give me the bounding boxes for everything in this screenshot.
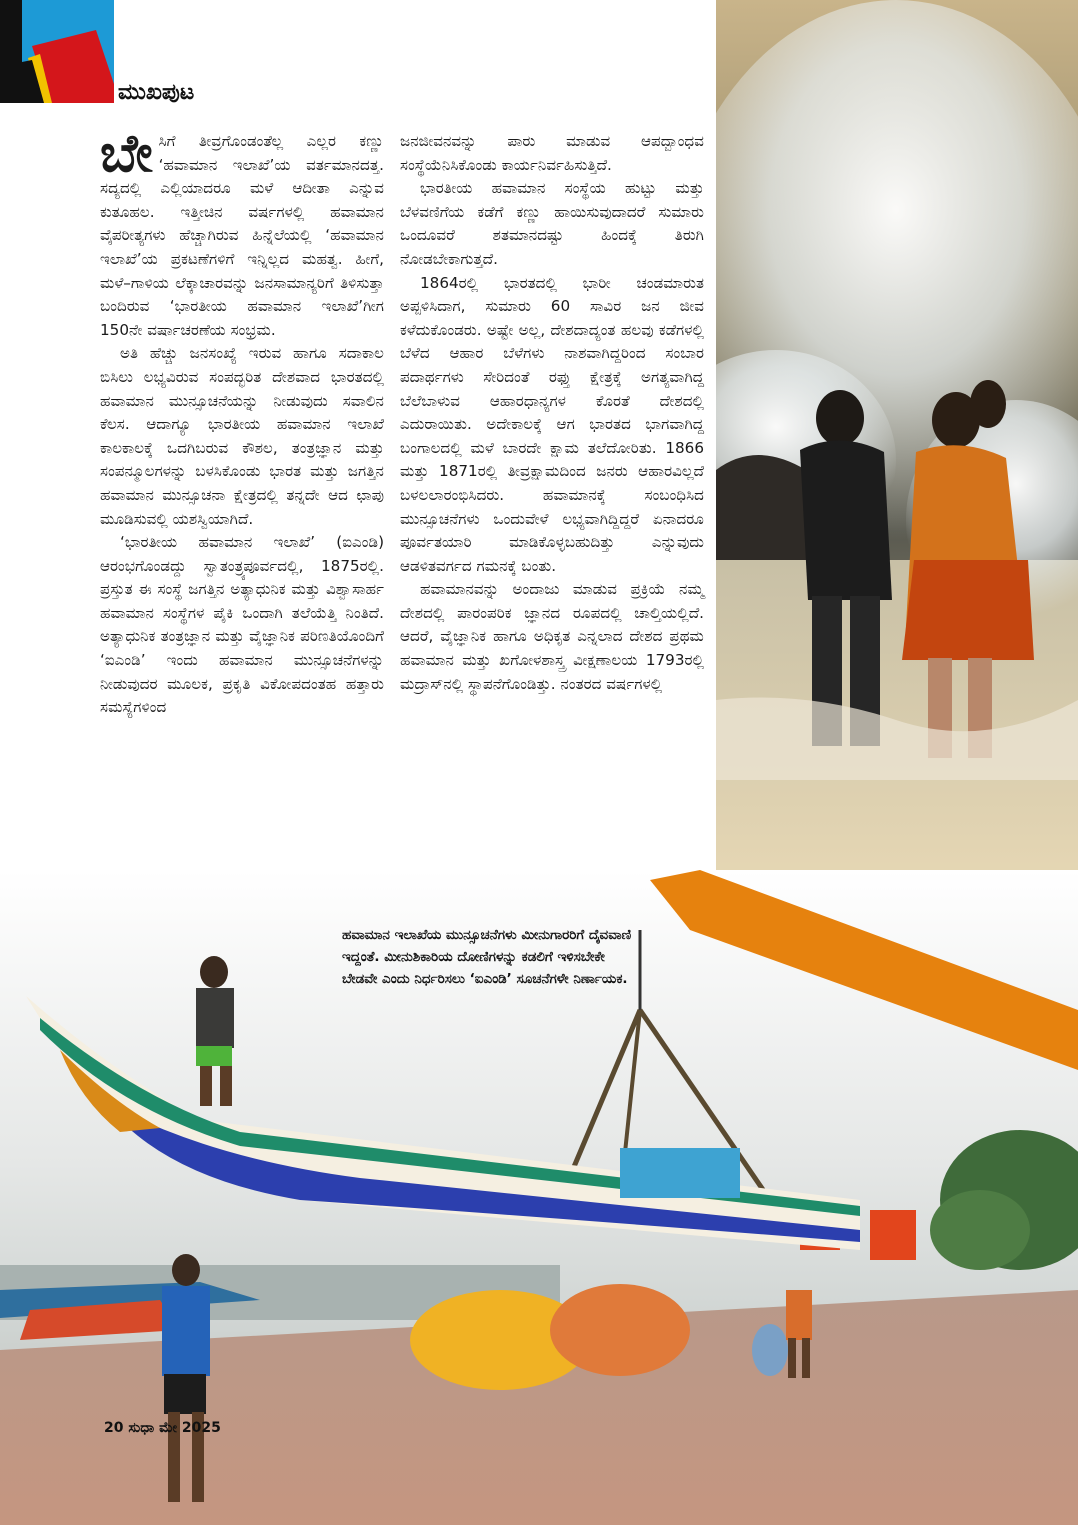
article-paragraph: ಹವಾಮಾನವನ್ನು ಅಂದಾಜು ಮಾಡುವ ಪ್ರಕ್ರಿಯೆ ನಮ್ಮ ದೇಶದಲ್ಲಿ ಪಾರಂಪರಿಕ ಜ್ಞಾನದ ರೂಪದಲ್ಲಿ ಚಾಲ್ತಿಯಲ್ಲಿದೆ. ಆದರೆ, ವೈಜ್ಞಾನಿಕ ಹಾಗೂ ಅಧಿಕೃತ ಎನ್ನಲಾದ ದೇಶದ ಪ್ರಥಮ ಹವಾಮಾನ ಮತ್ತು ಖಗೋಳಶಾಸ್ತ್ರ ವೀಕ್ಷಣಾಲಯ 1793ರಲ್ಲಿ ಮದ್ರಾಸ್‌ನಲ್ಲಿ ಸ್ಥಾಪನೆಗೊಂಡಿತ್ತು. ನಂತರದ ವರ್ಷಗಳಲ್ಲಿ bbox=[400, 580, 704, 693]
article-paragraph: 1864ರಲ್ಲಿ ಭಾರತದಲ್ಲಿ ಭಾರೀ ಚಂಡಮಾರುತ ಅಪ್ಪಳಿಸಿದಾಗ, ಸುಮಾರು 60 ಸಾವಿರ ಜನ ಜೀವ ಕಳೆದುಕೊಂಡರು. ಅಷ್ಟೇ ಅಲ್ಲ, ದೇಶದಾದ್ಯಂತ ಹಲವು ಕಡೆಗಳಲ್ಲಿ ಬೆಳೆದ ಆಹಾರ ಬೆಳೆಗಳು ನಾಶವಾಗಿದ್ದರಿಂದ ಸಂಬಾರ ಪದಾರ್ಥಗಳು ಸೇರಿದಂತೆ ರಫ್ತು ಕ್ಷೇತ್ರಕ್ಕೆ ಅಗತ್ಯವಾಗಿದ್ದ ಬೆಲೆಬಾಳುವ ಆಹಾರಧಾನ್ಯಗಳ ಕೊರತೆ ದೇಶದಲ್ಲಿ ಎದುರಾಯಿತು. ಅದೇಕಾಲಕ್ಕೆ ಆಗ ಭಾರತದ ಭಾಗವಾಗಿದ್ದ ಬಂಗಾಲದಲ್ಲಿ ಮಳೆ ಬಾರದೇ ಕ್ಷಾಮ ತಲೆದೋರಿತು. 1866 ಮತ್ತು 1871ರಲ್ಲಿ ತೀವ್ರಕ್ಷಾಮದಿಂದ ಜನರು ಆಹಾರವಿಲ್ಲದೆ ಬಳಲಲಾರಂಭಿಸಿದರು. ಹವಾಮಾನಕ್ಕೆ ಸಂಬಂಧಿಸಿದ ಮುನ್ಸೂಚನೆಗಳು ಒಂದುವೇಳೆ ಲಭ್ಯವಾಗಿದ್ದಿದ್ದರೆ ಏನಾದರೂ ಪೂರ್ವತಯಾರಿ ಮಾಡಿಕೊಳ್ಳಬಹುದಿತ್ತು ಎನ್ನುವುದು ಆಡಳಿತವರ್ಗದ ಗಮನಕ್ಕೆ ಬಂತು. bbox=[400, 273, 704, 575]
publication-name: ಸುಧಾ bbox=[128, 1420, 155, 1436]
article-left-column bbox=[100, 124, 384, 720]
issue-date: ಮೇ 2025 bbox=[159, 1420, 221, 1436]
article-paragraph: ಬೇಸಿಗೆ ತೀವ್ರಗೊಂಡಂತೆಲ್ಲ ಎಲ್ಲರ ಕಣ್ಣು ‘ಹವಾಮಾನ ಇಲಾಖೆ’ಯ ವರ್ತಮಾನದತ್ತ. ಸದ್ಯದಲ್ಲಿ ಎಲ್ಲಿಯಾದರೂ ಮಳೆ ಆದೀತಾ ಎನ್ನುವ ಕುತೂಹಲ. ಇತ್ತೀಚಿನ ವರ್ಷಗಳಲ್ಲಿ ಹವಾಮಾನ ವೈಪರೀತ್ಯಗಳು ಹೆಚ್ಚಾಗಿರುವ ಹಿನ್ನೆಲೆಯಲ್ಲಿ ‘ಹವಾಮಾನ ಇಲಾಖೆ’ಯ ಪ್ರಕಟಣೆಗಳಿಗೆ ಇನ್ನಿಲ್ಲದ ಮಹತ್ವ. ಹೀಗೆ, ಮಳೆ–ಗಾಳಿಯ ಲೆಕ್ಕಾಚಾರವನ್ನು ಜನಸಾಮಾನ್ಯರಿಗೆ ತಿಳಿಸುತ್ತಾ ಬಂದಿರುವ ‘ಭಾರತೀಯ ಹವಾಮಾನ ಇಲಾಖೆ’ಗೀಗ 150ನೇ ವರ್ಷಾಚರಣೆಯ ಸಂಭ್ರಮ. bbox=[100, 124, 384, 339]
photo-caption: ಹವಾಮಾನ ಇಲಾಖೆಯ ಮುನ್ಸೂಚನೆಗಳು ಮೀನುಗಾರರಿಗೆ ದೈವವಾಣಿ ಇದ್ದಂತೆ. ಮೀನುಶಿಕಾರಿಯ ದೋಣಿಗಳನ್ನು ಕಡಲಿಗೆ ಇಳಿಸಬೇಕೇ ಬೇಡವೇ ಎಂದು ನಿರ್ಧರಿಸಲು ‘ಐಎಂಡಿ’ ಸೂಚನೆಗಳೇ ನಿರ್ಣಾಯಕ. bbox=[342, 927, 632, 987]
article-paragraph: ‘ಭಾರತೀಯ ಹವಾಮಾನ ಇಲಾಖೆ’ (ಐಎಂಡಿ) ಆರಂಭಗೊಂಡದ್ದು ಸ್ವಾತಂತ್ರ್ಯಪೂರ್ವದಲ್ಲಿ, 1875ರಲ್ಲಿ. ಪ್ರಸ್ತುತ ಈ ಸಂಸ್ಥೆ ಜಗತ್ತಿನ ಅತ್ಯಾಧುನಿಕ ಮತ್ತು ವಿಶ್ವಾಸಾರ್ಹ ಹವಾಮಾನ ಸಂಸ್ಥೆಗಳ ಪೈಕಿ ಒಂದಾಗಿ ತಲೆಯೆತ್ತಿ ನಿಂತಿದೆ. ಅತ್ಯಾಧುನಿಕ ತಂತ್ರಜ್ಞಾನ ಮತ್ತು ವೈಜ್ಞಾನಿಕ ಪರಿಣತಿಯೊಂದಿಗೆ ‘ಐಎಂಡಿ’ ಇಂದು ಹವಾಮಾನ ಮುನ್ಸೂಚನೆಗಳನ್ನು ನೀಡುವುದರ ಮೂಲಕ, ಪ್ರಕೃತಿ ವಿಕೋಪದಂತಹ ಹತ್ತಾರು ಸಮಸ್ಯೆಗಳಿಂದ bbox=[100, 533, 384, 717]
section-label: ಮುಖಪುಟ bbox=[118, 80, 195, 105]
page-number: 20 bbox=[104, 1420, 124, 1436]
article-paragraph: ಅತಿ ಹೆಚ್ಚು ಜನಸಂಖ್ಯೆ ಇರುವ ಹಾಗೂ ಸದಾಕಾಲ ಬಿಸಿಲು ಲಭ್ಯವಿರುವ ಸಂಪದ್ಭರಿತ ದೇಶವಾದ ಭಾರತದಲ್ಲಿ ಹವಾಮಾನ ಮುನ್ಸೂಚನೆಯನ್ನು ನೀಡುವುದು ಸವಾಲಿನ ಕೆಲಸ. ಆದಾಗ್ಯೂ ಭಾರತೀಯ ಹವಾಮಾನ ಇಲಾಖೆ ಕಾಲಕಾಲಕ್ಕೆ ಒದಗಿಬರುವ ಕೌಶಲ, ತಂತ್ರಜ್ಞಾನ ಮತ್ತು ಸಂಪನ್ಮೂಲಗಳನ್ನು ಬಳಸಿಕೊಂಡು ಭಾರತ ಮತ್ತು ಜಗತ್ತಿನ ಹವಾಮಾನ ಮುನ್ಸೂಚನಾ ಕ್ಷೇತ್ರದಲ್ಲಿ ತನ್ನದೇ ಆದ ಛಾಪು ಮೂಡಿಸುವಲ್ಲಿ ಯಶಸ್ವಿಯಾಗಿದೆ. bbox=[100, 344, 384, 528]
article-right-column bbox=[400, 130, 704, 696]
page-footer bbox=[104, 1420, 221, 1436]
article-paragraph: ಜನಜೀವನವನ್ನು ಪಾರು ಮಾಡುವ ಆಪದ್ಬಾಂಧವ ಸಂಸ್ಥೆಯೆನಿಸಿಕೊಂಡು ಕಾರ್ಯನಿರ್ವಹಿಸುತ್ತಿದೆ. bbox=[400, 132, 704, 174]
waves-splashing-photo bbox=[716, 0, 1078, 886]
header-black-bar bbox=[0, 0, 22, 103]
dropcap: ಬೇ bbox=[100, 124, 153, 184]
article-paragraph: ಭಾರತೀಯ ಹವಾಮಾನ ಸಂಸ್ಥೆಯ ಹುಟ್ಟು ಮತ್ತು ಬೆಳವಣಿಗೆಯ ಕಡೆಗೆ ಕಣ್ಣು ಹಾಯಿಸುವುದಾದರೆ ಸುಮಾರು ಒಂದೂವರೆ ಶತಮಾನದಷ್ಟು ಹಿಂದಕ್ಕೆ ತಿರುಗಿ ನೋಡಬೇಕಾಗುತ್ತದೆ. bbox=[400, 179, 704, 268]
section-logo bbox=[22, 0, 114, 103]
logo-graphic bbox=[22, 0, 114, 103]
